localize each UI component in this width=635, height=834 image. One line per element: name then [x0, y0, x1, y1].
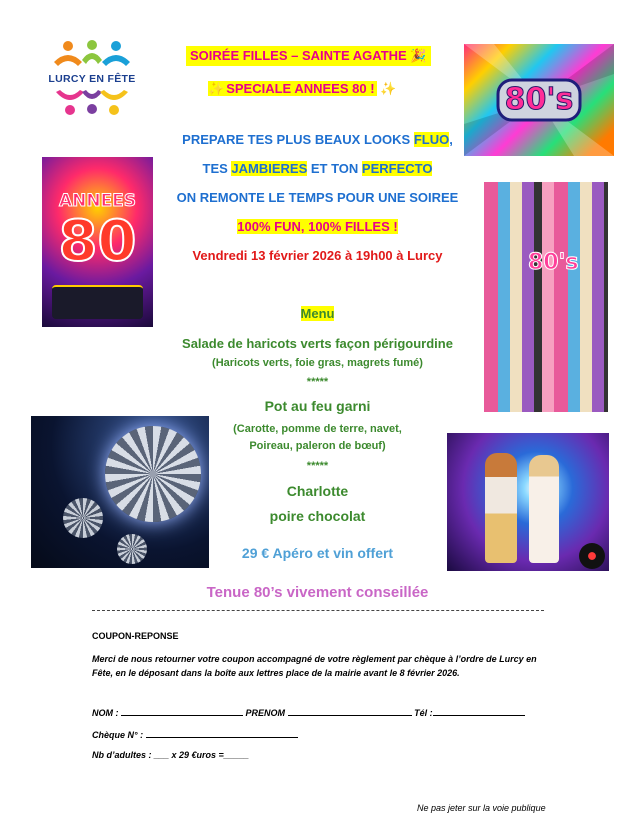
dancer-1: [485, 453, 517, 563]
annees-80-image: [42, 157, 153, 327]
badge-80s-text: 80's: [504, 82, 574, 117]
logo-people-bottom-icon: [48, 88, 136, 116]
event-date: Vendredi 13 février 2026 à 19h00 à Lurcy: [192, 248, 443, 263]
menu-price: 29 € Apéro et vin offert: [241, 545, 394, 561]
intro-line-1: PREPARE TES PLUS BEAUX LOOKS FLUO,: [182, 132, 453, 147]
disco-ball-small: [117, 534, 147, 564]
footer-note: Ne pas jeter sur la voie publique: [417, 803, 546, 813]
logo-text: LURCY EN FÊTE: [48, 73, 136, 85]
sparkles-left-icon: ✨: [208, 81, 225, 96]
intro-line-3: ON REMONTE LE TEMPS POUR UNE SOIREE: [176, 190, 459, 205]
disco-ball-image: [31, 416, 209, 568]
prenom-label: PRENOM: [245, 708, 286, 718]
dancer-2: [529, 455, 559, 563]
tel-field[interactable]: [433, 706, 525, 716]
coupon-adultes-row: Nb d’adultes : ___ x 29 €uros =_____: [92, 750, 249, 760]
dancers-image: [447, 433, 609, 571]
title-line-1: [186, 46, 431, 66]
nom-field[interactable]: [121, 706, 243, 716]
cheque-field[interactable]: [146, 728, 298, 738]
logo-people-icon: [48, 40, 136, 74]
nom-label: NOM :: [92, 708, 119, 718]
intro-line-4: 100% FUN, 100% FILLES !: [237, 219, 398, 234]
coupon-cheque-row: [92, 728, 298, 740]
menu-title: Menu: [300, 306, 335, 321]
disco-ball-medium: [63, 498, 103, 538]
coupon-text: Merci de nous retourner votre coupon accompagné de votre règlement par chèque à l’ordre de Lurcy en Fête, en le déposant dans la boîte aux lettres place de la mairie avant le 8 février 2026.: [92, 654, 537, 678]
dress-code: Tenue 80’s vivement conseillée: [206, 584, 429, 601]
coupon-title: COUPON-REPONSE: [92, 631, 179, 641]
menu-separator-2: *****: [306, 460, 329, 472]
collage-80s-label: 80's: [528, 250, 579, 275]
menu-starter: Salade de haricots verts façon périgourdine: [182, 336, 453, 351]
title-line-2: [206, 79, 398, 99]
vinyl-record-graphic: [579, 543, 605, 569]
menu-dessert-2: poire chocolat: [269, 508, 366, 524]
tel-label: Tél :: [414, 708, 433, 718]
menu-main-detail-2: Poireau, paleron de bœuf): [249, 440, 386, 452]
menu-dessert-1: Charlotte: [286, 483, 349, 499]
title-2-text: SPECIALE ANNEES 80 !: [226, 81, 375, 96]
disco-ball-large: [105, 426, 201, 522]
annees-80-number: 80: [58, 209, 137, 274]
menu-starter-detail: (Haricots verts, foie gras, magrets fumé): [212, 357, 423, 369]
annees-text: ANNEES: [58, 191, 137, 211]
menu-main: Pot au feu garni: [264, 398, 371, 414]
coupon-nom-row: [92, 706, 525, 718]
logo: [48, 40, 136, 116]
menu-separator-1: *****: [306, 376, 329, 388]
cheque-label: Chèque N° :: [92, 730, 144, 740]
intro-line-2: TES JAMBIERES ET TON PERFECTO: [202, 161, 433, 176]
menu-main-detail-1: (Carotte, pomme de terre, navet,: [233, 423, 402, 435]
prenom-field[interactable]: [288, 706, 412, 716]
cut-line: [92, 610, 544, 611]
party-popper-icon: 🎉: [410, 48, 427, 63]
title-1-text: SOIRÉE FILLES – SAINTE AGATHE: [190, 48, 407, 63]
sparkles-right-icon: ✨: [380, 81, 397, 96]
